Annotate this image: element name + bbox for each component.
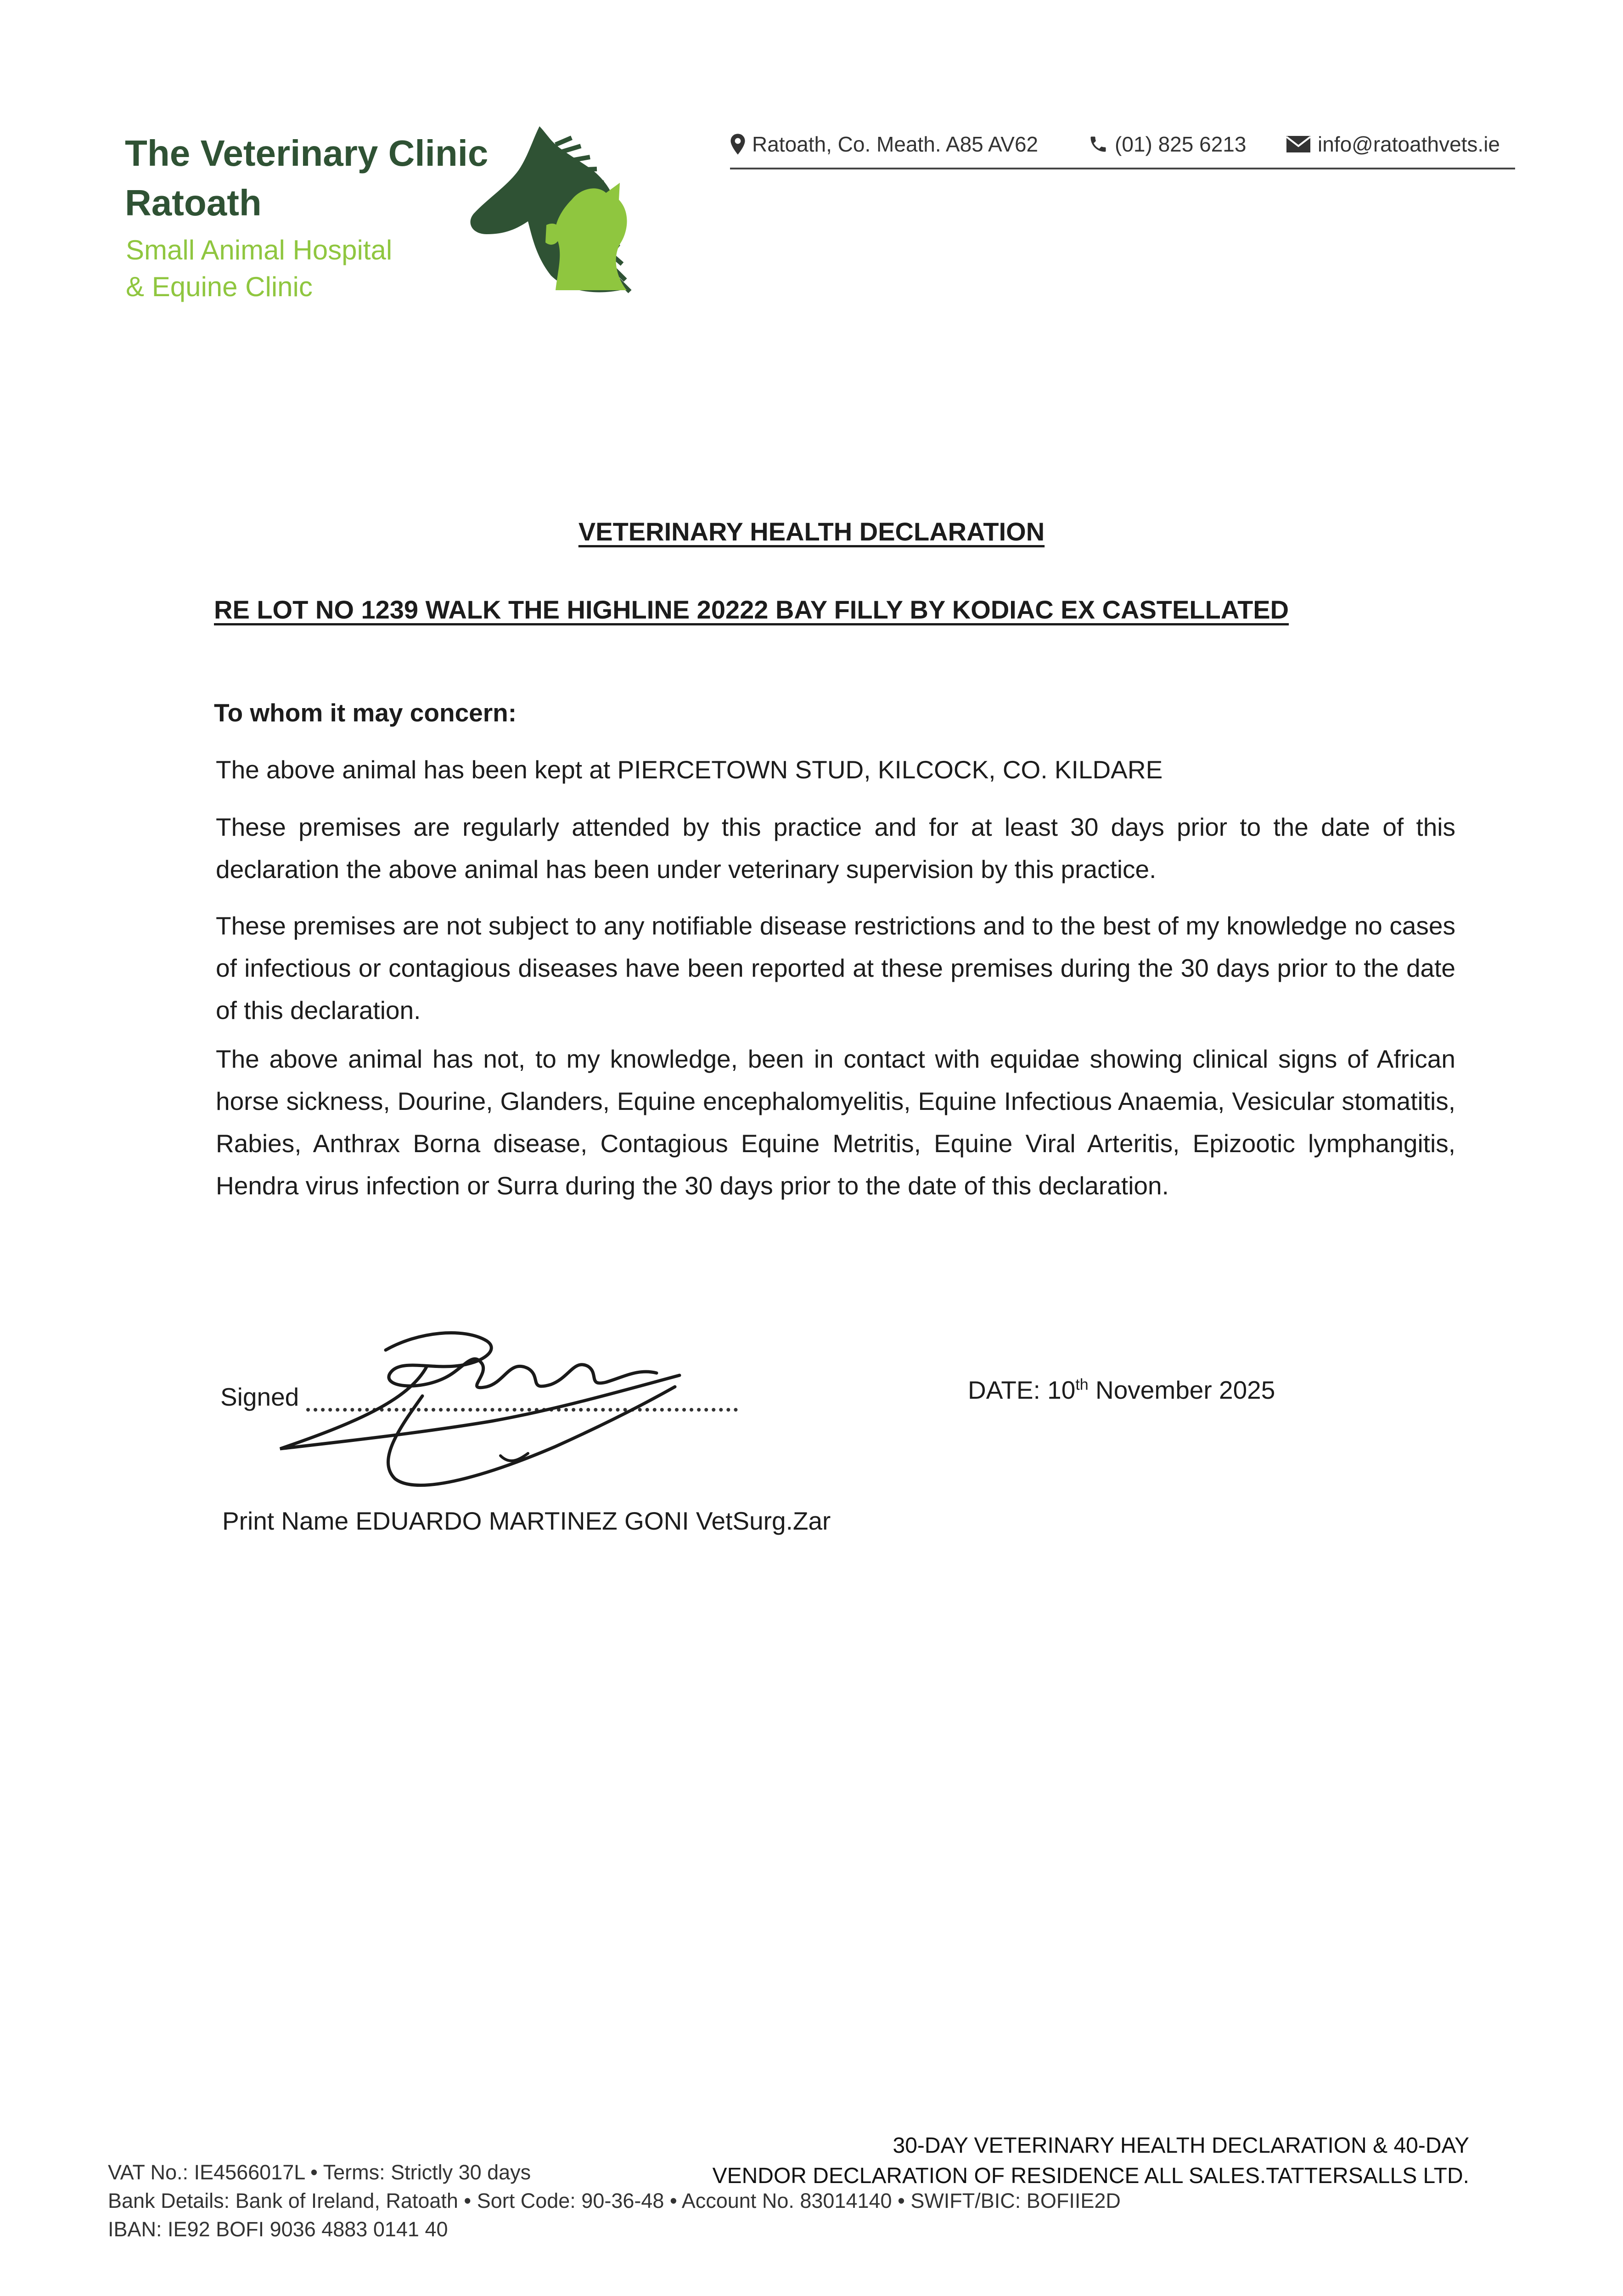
- date-day: 10: [1047, 1376, 1076, 1404]
- clinic-subtitle: [126, 232, 392, 305]
- clinic-name-line1: The Veterinary Clinic: [125, 133, 489, 174]
- footer-declaration-line1: 30-DAY VETERINARY HEALTH DECLARATION & 40-DAY: [893, 2133, 1469, 2158]
- clinic-subtitle-line2: & Equine Clinic: [126, 271, 313, 302]
- handwritten-signature: [271, 1322, 739, 1525]
- salutation: To whom it may concern:: [214, 698, 517, 727]
- date-label: DATE:: [968, 1376, 1040, 1404]
- phone-text: (01) 825 6213: [1115, 132, 1247, 156]
- contact-address: [730, 132, 1038, 157]
- date-month-year: November 2025: [1095, 1376, 1275, 1404]
- footer-vat: VAT No.: IE4566017L • Terms: Strictly 30 days: [108, 2161, 531, 2184]
- clinic-subtitle-line1: Small Animal Hospital: [126, 235, 393, 265]
- contact-bar: [730, 126, 1515, 169]
- date-row: [968, 1375, 1275, 1405]
- contact-phone: [1088, 132, 1246, 157]
- document-title: VETERINARY HEALTH DECLARATION: [578, 517, 1045, 546]
- envelope-icon: [1286, 135, 1311, 153]
- lot-reference: RE LOT NO 1239 WALK THE HIGHLINE 20222 BAY FILLY BY KODIAC EX CASTELLATED: [214, 595, 1289, 624]
- phone-icon: [1088, 134, 1108, 154]
- paragraph-contact-declaration: The above animal has not, to my knowledge, been in contact with equidae showing clinical signs of African horse sickness, Dourine, Glanders, Equine encephalomyelitis, Equine Infectious Anaemia, Vesicular stomatitis, Rabies, Anthrax Borna disease, Contagious Equine Metritis, Equine Viral Arteritis, Epizootic lymphangitis, Hendra virus infection or Surra during the 30 days prior to the date of this declaration.: [216, 1045, 1455, 1200]
- clinic-name: [125, 129, 488, 228]
- address-text: Ratoath, Co. Meath. A85 AV62: [752, 132, 1039, 156]
- footer-bank: Bank Details: Bank of Ireland, Ratoath • Sort Code: 90-36-48 • Account No. 83014140 • SWIFT/BIC: BOFIIE2D: [108, 2189, 1121, 2212]
- horse-logo-icon: [464, 124, 702, 298]
- signed-label: Signed: [220, 1383, 299, 1411]
- clinic-name-line2: Ratoath: [125, 182, 262, 223]
- paragraph-supervision: These premises are regularly attended by this practice and for at least 30 days prior to the date of this declaration the above animal has been under veterinary supervision by this practice.: [216, 813, 1455, 884]
- email-link[interactable]: info@ratoathvets.ie: [1318, 132, 1500, 156]
- footer-declaration-line2: VENDOR DECLARATION OF RESIDENCE ALL SALES.TATTERSALLS LTD.: [712, 2164, 1469, 2188]
- location-pin-icon: [730, 133, 746, 155]
- paragraph-premises: The above animal has been kept at PIERCETOWN STUD, KILCOCK, CO. KILDARE: [216, 755, 1163, 784]
- date-suffix: th: [1075, 1376, 1089, 1394]
- print-name: Print Name EDUARDO MARTINEZ GONI VetSurg.Zar: [222, 1507, 831, 1535]
- footer-clinic-details: [108, 2158, 1121, 2244]
- footer-iban: IBAN: IE92 BOFI 9036 4883 0141 40: [108, 2217, 448, 2241]
- contact-email: [1286, 132, 1500, 157]
- paragraph-disease-restrictions: These premises are not subject to any notifiable disease restrictions and to the best of my knowledge no cases of infectious or contagious diseases have been reported at these premises during the 30 days prior to the date of this declaration.: [216, 912, 1455, 1024]
